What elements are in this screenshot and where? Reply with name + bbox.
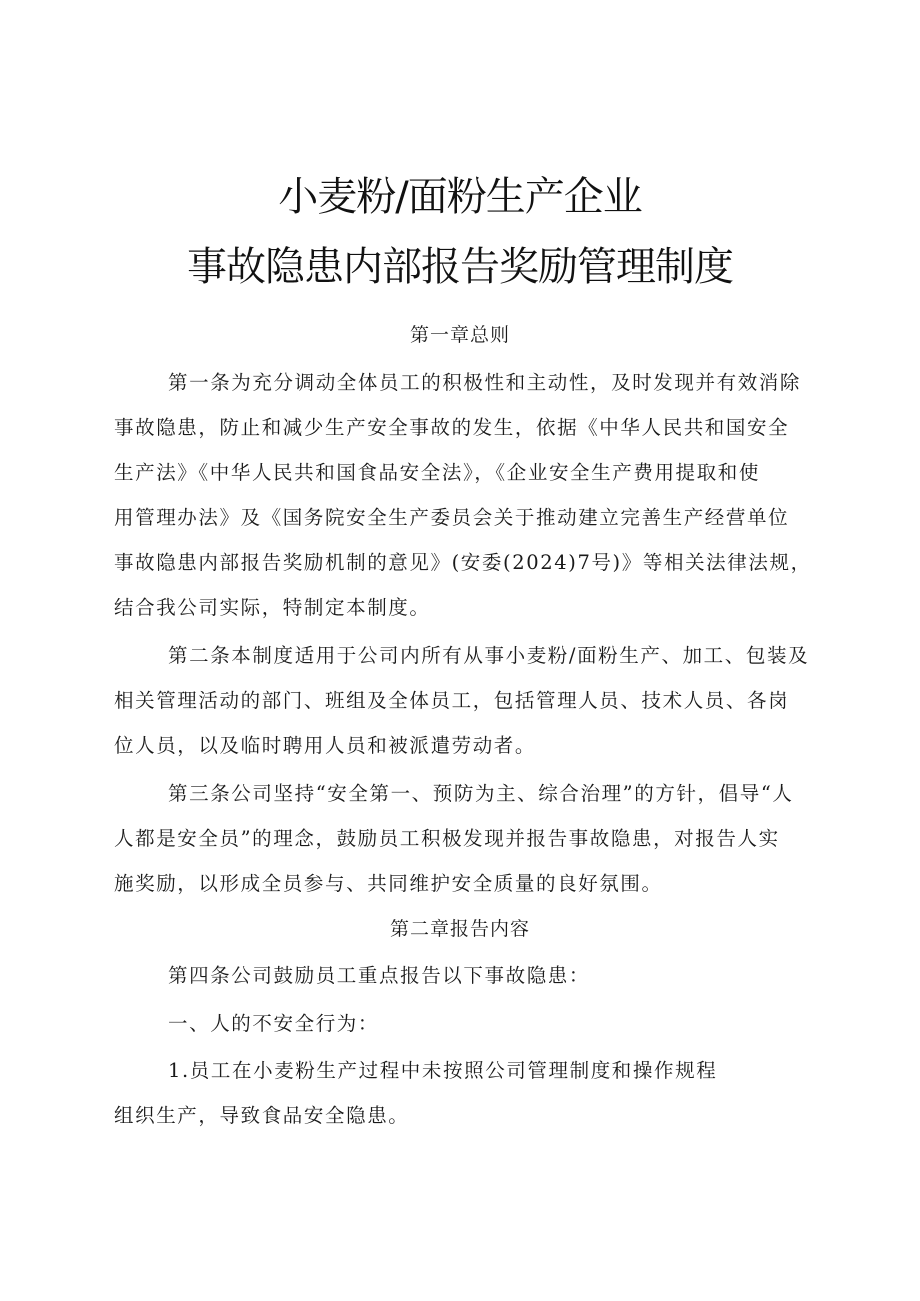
article-3-line: 人都是安全员”的理念，鼓励员工积极发现并报告事故隐患，对报告人实 bbox=[114, 827, 780, 850]
article-2-line: 相关管理活动的部门、班组及全体员工，包括管理人员、技术人员、各岗 bbox=[114, 689, 790, 712]
article-1-line: 第一条为充分调动全体员工的积极性和主动性，及时发现并有效消除 bbox=[168, 371, 802, 394]
article-1-line: 结合我公司实际，特制定本制度。 bbox=[114, 596, 431, 619]
article-2-line: 位人员，以及临时聘用人员和被派遣劳动者。 bbox=[114, 734, 537, 757]
article-1-line: 生产法》《中华人民共和国食品安全法》，《企业安全生产费用提取和使 bbox=[114, 461, 760, 484]
article-1-line: 事故隐患内部报告奖励机制的意见》(安委(2024)7号)》等相关法律法规， bbox=[114, 551, 812, 574]
article-3-line: 第三条公司坚持“安全第一、预防为主、综合治理”的方针，倡导“人 bbox=[168, 782, 794, 805]
section-1-heading: 一、人的不安全行为： bbox=[168, 1012, 380, 1035]
article-4-line: 第四条公司鼓励员工重点报告以下事故隐患： bbox=[168, 964, 591, 987]
article-3-line: 施奖励，以形成全员参与、共同维护安全质量的良好氛围。 bbox=[114, 872, 663, 895]
article-1-line: 用管理办法》及《国务院安全生产委员会关于推动建立完善生产经营单位 bbox=[114, 506, 790, 529]
document-title-line-2: 事故隐患内部报告奖励管理制度 bbox=[187, 244, 733, 290]
item-1-line: 1.员工在小麦粉生产过程中未按照公司管理制度和操作规程 bbox=[168, 1059, 718, 1082]
document-title-line-1: 小麦粉/面粉生产企业 bbox=[278, 174, 642, 220]
chapter-2-heading: 第二章报告内容 bbox=[389, 918, 530, 940]
item-1-line: 组织生产，导致食品安全隐患。 bbox=[114, 1104, 410, 1127]
article-2-line: 第二条本制度适用于公司内所有从事小麦粉/面粉生产、加工、包装及 bbox=[168, 644, 810, 667]
chapter-1-heading: 第一章总则 bbox=[409, 324, 510, 346]
article-1-line: 事故隐患，防止和减少生产安全事故的发生，依据《中华人民共和国安全 bbox=[114, 416, 790, 439]
